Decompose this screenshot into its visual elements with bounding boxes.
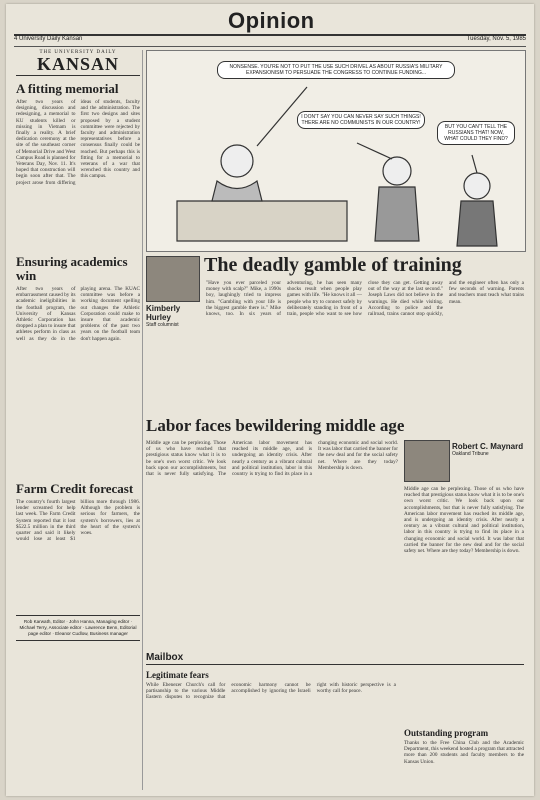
paper-nameplate bbox=[16, 50, 140, 76]
editorial-body: After two years of embarrassment caused by its academic ineligibilities in the football program, the University of Kansas Athletic Corporation has dropped a plan to insure that athletes perform in class as well as they do in the playing arena. The KUAC committee was before a working document spelling out changes the Athletic Corporation could make to insure that academic problems of the past two years on the football team don't happen again. bbox=[16, 286, 140, 342]
editorial-cartoon bbox=[146, 50, 526, 252]
letter-body: While Ebenezer Church's call for partisanship to the various Middle Eastern disputes to recognize that economic harmony cannot be accomplished by ignoring the Israeli right with historic perspective is a worthy call for peace. bbox=[146, 682, 396, 701]
masthead bbox=[14, 8, 526, 36]
labor-body: Middle age can be perplexing. Those of us who have reached that prestigious status know what it is to be one's own worst critic. We look back upon our accomplishments, but that is never fully satisfying. The American labor movement has reached its middle age, and is undergoing an identity crisis. After nearly a century as a vibrant cultural and political institution, labor in this country is trying to find its place in a changing economic and social world. It was labor that carried the banner for the new deal and for the social safety net. Where are they today? Membership is down. bbox=[146, 440, 398, 478]
section-title: Opinion bbox=[228, 8, 315, 33]
editorial-headline: A fitting memorial bbox=[16, 81, 119, 96]
byline-block bbox=[452, 442, 524, 457]
training-story bbox=[146, 254, 524, 414]
letter-headline: Outstanding program bbox=[404, 728, 489, 738]
byline-name: Kimberly Hurley bbox=[146, 304, 181, 322]
columnist-photo bbox=[146, 256, 200, 302]
letter bbox=[146, 668, 396, 790]
mailbox-heading: Mailbox bbox=[146, 652, 524, 665]
byline-block bbox=[146, 304, 202, 328]
nameplate-big: KANSAN bbox=[36, 54, 119, 74]
byline-role: Staff columnist bbox=[146, 322, 179, 328]
folio-line bbox=[14, 36, 526, 47]
editorial-headline: Farm Credit forecast bbox=[16, 481, 134, 496]
editorial-body: The country's fourth largest lender screamed for help last week. The Farm Credit System reported that it lost $522.5 million in the third quarter and said it likely would lose at least $1 billion more through 1986. Although the problem is serious for farmers, the system's borrowers, lies at the heart of the system's woes. bbox=[16, 499, 140, 543]
staff-box: Rob Karwath, Editor · John Hanna, Managing editor · Michael Terry, Associate editor · Lawrence Benn, Editorial page editor · Eleanor Cudlow, Business manager bbox=[16, 615, 140, 641]
column-rule bbox=[142, 50, 143, 790]
folio-date: Tuesday, Nov. 5, 1985 bbox=[466, 36, 526, 42]
labor-body-cont: Middle age can be perplexing. Those of us who have reached that prestigious status know what it is to be one's own worst critic. We look back upon our accomplishments, but that is never fully satisfying. The American labor movement has reached its middle age, and is undergoing an identity crisis. After nearly a century as a vibrant cultural and political institution, labor in this country is trying to find its place in a changing economic and social world. It was labor that carried the banner for the new deal and for the social safety net. Where are they today? Membership is down. bbox=[404, 486, 524, 555]
columnist-photo bbox=[404, 440, 450, 482]
speech-bubble: NONSENSE. YOU'RE NOT TO PUT THE USE SUCH DRIVEL AS ABOUT RUSSIA'S MILITARY EXPANSIONISM TO PERSUADE THE CONGRESS TO CONTINUE FUNDING... bbox=[217, 61, 455, 79]
folio-left: 4 University Daily Kansan bbox=[14, 36, 83, 42]
letter-body: Thanks to the Free China Club and the Academic Department, this weekend hosted a program that attracted more than 200 students and faculty members to the Kansas Union. bbox=[404, 740, 524, 765]
mailbox-section bbox=[146, 652, 524, 792]
speech-bubble: BUT YOU CAN'T TELL THE RUSSIANS THAT! NOW, WHAT COULD THEY FIND? bbox=[437, 121, 515, 145]
byline-name: Robert C. Maynard bbox=[452, 442, 524, 451]
letter-headline: Legitimate fears bbox=[146, 670, 209, 680]
training-headline: The deadly gamble of training bbox=[204, 254, 462, 276]
editorial-headline: Ensuring academics win bbox=[16, 254, 128, 283]
newspaper-page bbox=[6, 4, 534, 796]
labor-headline: Labor faces bewildering middle age bbox=[146, 416, 405, 435]
editorial-body: After two years of designing, discussion and redesigning, a memorial to KU students killed or missing in Vietnam is finally a reality. A brief dedication ceremony at the site of the southeast corner of Memorial Drive and West Campus Road is planned for Veterans Day, Nov. 11. It's hoped that construction will begin soon after that. The project arose from differing ideas of students, faculty and the administration. The first two designs and sites proposed by a student committee were rejected by faculty and administration representatives before a consensus finally could be reached. But perhaps this is fitting for a memorial to veterans of a war that wrenched this country and this campus. bbox=[16, 99, 140, 186]
cartoon-drawing bbox=[147, 51, 525, 251]
nameplate-small: THE UNIVERSITY DAILY bbox=[39, 50, 117, 55]
training-body: "Have you ever parceled your money with scalp?" Mike, a 1990s boy, laughingly tried to impress him. "Gambling with your life is the biggest gamble there is." Mike knows, too. In six years of adventuring, he has seen many shocks result when people play games with life. "He knows it all — people who try to connect safely by deliberately standing in front of a train, people who want to see how close they can get. Getting away out of the way at the last second." Joseph Laws did not believe in the warnings. He died while visiting. According to police and the railroad, trains cannot stop quickly, and the engineer often has only a few seconds of warning. Parents and teachers must teach what trains mean. bbox=[206, 280, 524, 318]
letter bbox=[404, 668, 524, 790]
labor-story bbox=[146, 416, 524, 646]
byline-role: Oakland Tribune bbox=[452, 451, 489, 457]
speech-bubble: I DON'T SAY YOU CAN NEVER SAY SUCH THINGS! THERE ARE NO COMMUNISTS IN OUR COUNTRY! bbox=[297, 111, 425, 129]
editorial-column bbox=[16, 50, 140, 790]
